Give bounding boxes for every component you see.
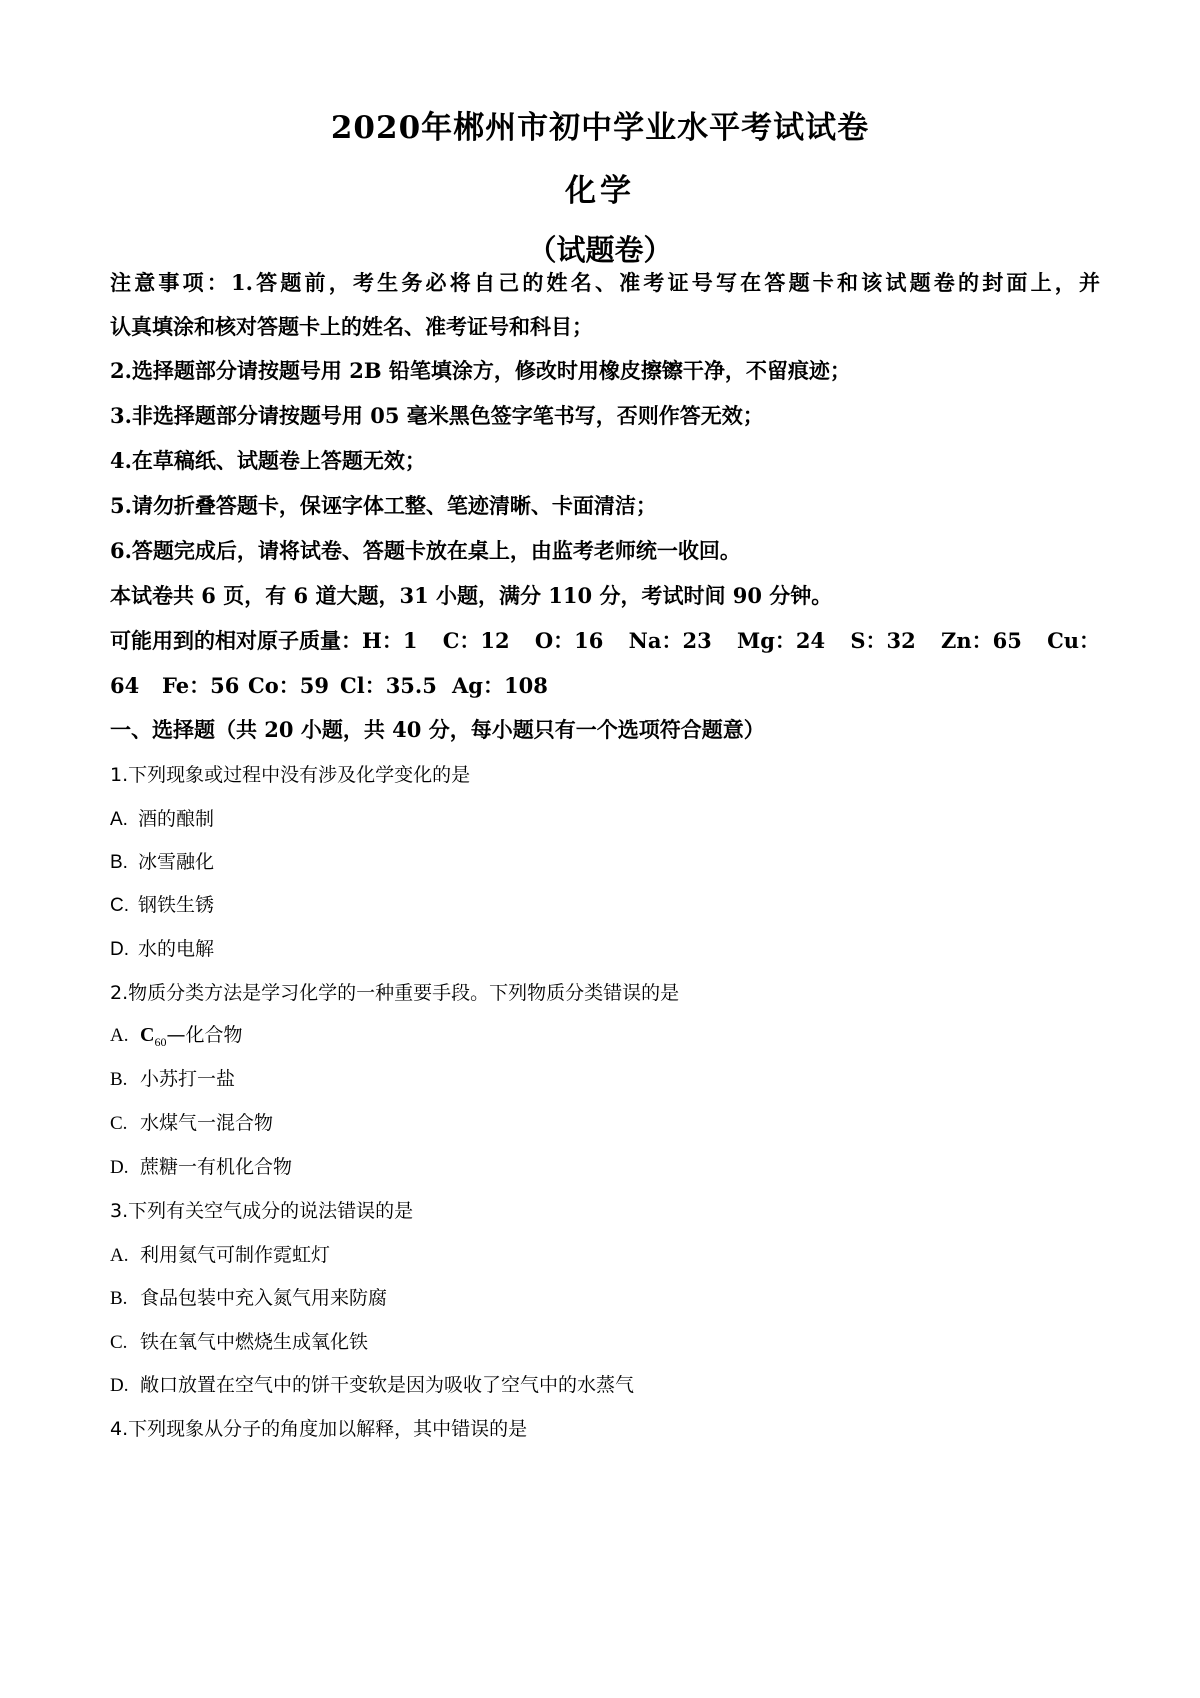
option-text: 酒的酿制 (138, 808, 215, 830)
option-letter: B. (110, 1069, 128, 1090)
option-item (110, 934, 214, 961)
option-text: 冰雪融化 (138, 851, 215, 873)
atomic-mass-entry: Ag：108 (452, 673, 548, 698)
option-text: 利用氦气可制作霓虹灯 (140, 1244, 331, 1266)
paper-type-label: （试题卷） (527, 233, 673, 267)
atomic-mass-entry: 64 (110, 673, 140, 698)
atomic-mass-entry: C：12 (442, 628, 510, 653)
option-letter: A. (110, 1245, 129, 1266)
notice-line-2: 认真填涂和核对答题卡上的姓名、准考证号和科目； (110, 314, 593, 339)
option-letter: B. (110, 852, 128, 873)
option-text: 小苏打一盐 (140, 1068, 236, 1090)
option-text: 铁在氧气中燃烧生成氧化铁 (140, 1331, 369, 1353)
option-text: 水煤气一混合物 (140, 1112, 274, 1134)
option-text: 钢铁生锈 (138, 894, 215, 916)
notice-line-4: 3.非选择题部分请按题号用 05 毫米黑色签字笔书写，否则作答无效； (110, 403, 764, 428)
option-item (110, 1108, 273, 1135)
option-text: 水的电解 (138, 938, 215, 960)
option-item (110, 804, 214, 831)
question-stem: 4.下列现象从分子的角度加以解释，其中错误的是 (110, 1418, 528, 1440)
option-item (110, 1240, 330, 1267)
option-item (110, 847, 214, 874)
atomic-mass-entry: Cu： (1047, 628, 1101, 653)
option-item (110, 1152, 292, 1179)
option-letter: C. (110, 1113, 128, 1134)
option-item (110, 1283, 387, 1310)
notice-line-5: 4.在草稿纸、试题卷上答题无效； (110, 448, 426, 473)
atomic-mass-entry: S：32 (850, 628, 916, 653)
notice-line-1: 注意事项：1.答题前，考生务必将自己的姓名、准考证号写在答题卡和该试题卷的封面上，并 (110, 270, 1100, 295)
atomic-masses-row-1 (110, 625, 1100, 655)
option-letter: C. (110, 895, 129, 916)
option-item (110, 1370, 634, 1397)
formula-subscript: 60 (154, 1035, 167, 1049)
option-item (110, 1064, 235, 1091)
notice-line-6: 5.请勿折叠答题卡，保诬字体工整、笔迹清晰、卡面清洁； (110, 493, 657, 518)
question-stem: 3.下列有关空气成分的说法错误的是 (110, 1200, 414, 1222)
atomic-mass-entry: O：16 (534, 628, 604, 653)
question-stem: 1.下列现象或过程中没有涉及化学变化的是 (110, 764, 471, 786)
option-letter: D. (110, 939, 129, 960)
atomic-mass-entry: Cl：35.5 (340, 673, 437, 698)
chemical-formula (140, 1024, 167, 1049)
option-letter: D. (110, 1375, 129, 1396)
option-item (110, 1020, 242, 1050)
option-item (110, 1327, 368, 1354)
option-text: 食品包装中充入氮气用来防腐 (140, 1287, 388, 1309)
atomic-mass-entry: Mg：24 (736, 628, 826, 653)
exam-title: 2020年郴州市初中学业水平考试试卷 (330, 110, 870, 146)
option-letter: A. (110, 1025, 129, 1046)
question-stem: 2.物质分类方法是学习化学的一种重要手段。下列物质分类错误的是 (110, 982, 680, 1004)
atomic-mass-entry: Co：59 (248, 673, 329, 698)
option-text: —化合物 (166, 1024, 243, 1046)
atomic-masses-row-2 (110, 670, 548, 700)
option-item (110, 890, 214, 917)
exam-summary: 本试卷共 6 页，有 6 道大题，31 小题，满分 110 分，考试时间 90 分钟。 (110, 583, 833, 608)
atomic-mass-entry: Na：23 (628, 628, 712, 653)
formula-symbol: C (140, 1024, 155, 1046)
option-letter: A. (110, 809, 128, 830)
atomic-mass-entry: Fe：56 (162, 673, 240, 698)
option-text: 蔗糖一有机化合物 (140, 1156, 293, 1178)
atomic-mass-intro: 可能用到的相对原子质量： (110, 628, 362, 653)
option-letter: C. (110, 1332, 128, 1353)
atomic-mass-entry: H：1 (362, 628, 418, 653)
option-letter: B. (110, 1288, 128, 1309)
subject-title: 化学 (565, 173, 635, 209)
section-heading: 一、选择题（共 20 小题，共 40 分，每小题只有一个选项符合题意） (110, 717, 765, 742)
option-text: 敞口放置在空气中的饼干变软是因为吸收了空气中的水蒸气 (140, 1374, 635, 1396)
option-letter: D. (110, 1157, 129, 1178)
notice-line-3: 2.选择题部分请按题号用 2B 铅笔填涂方，修改时用橡皮擦镲干净，不留痕迹； (110, 358, 851, 383)
notice-line-7: 6.答题完成后，请将试卷、答题卡放在桌上，由监考老师统一收回。 (110, 538, 741, 563)
atomic-mass-entry: Zn：65 (941, 628, 1022, 653)
